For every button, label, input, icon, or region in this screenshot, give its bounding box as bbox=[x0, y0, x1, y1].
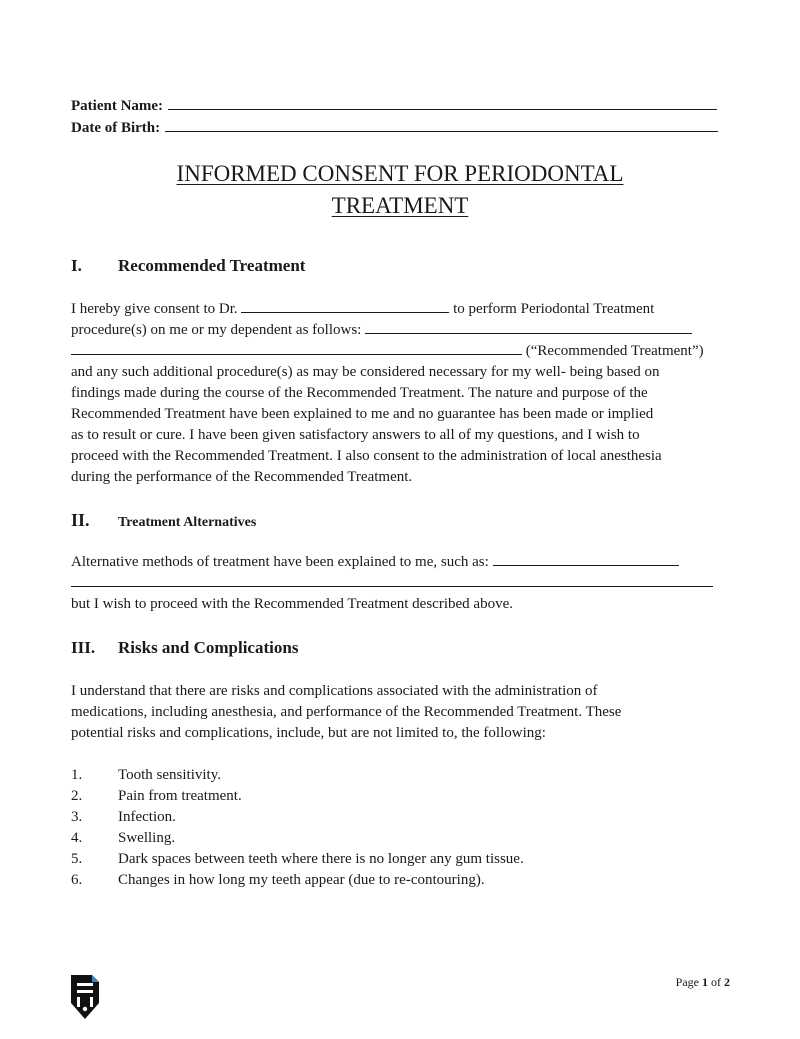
title-line-1: INFORMED CONSENT FOR PERIODONTAL bbox=[176, 161, 624, 186]
date-of-birth-line[interactable] bbox=[165, 117, 718, 132]
section-2-paragraph: Alternative methods of treatment have been explained to me, such as: but I wish to proceed with the Recommended Treatment described above. bbox=[71, 552, 731, 615]
section-2-heading bbox=[71, 510, 256, 531]
title-line-2: TREATMENT bbox=[331, 193, 469, 218]
patient-name-label: Patient Name: bbox=[71, 98, 164, 114]
procedure-blank-2[interactable] bbox=[71, 341, 522, 355]
alternatives-blank-2[interactable] bbox=[71, 573, 713, 587]
section-2-title: Treatment Alternatives bbox=[118, 515, 257, 530]
list-item: 5. Dark spaces between teeth where there is no longer any gum tissue. bbox=[71, 851, 524, 867]
list-item: 1. Tooth sensitivity. bbox=[71, 767, 221, 783]
section-1-number: I. bbox=[71, 256, 82, 275]
section-2-number: II. bbox=[71, 510, 90, 530]
risks-list bbox=[71, 765, 524, 891]
patient-name-field bbox=[71, 95, 717, 115]
list-item: 4. Swelling. bbox=[71, 830, 176, 846]
alternatives-blank-1[interactable] bbox=[493, 552, 679, 566]
section-1-paragraph: I hereby give consent to Dr. to perform Periodontal Treatment procedure(s) on me or my dependent as follows: (“Recommended Treatment”) and any such additional procedure(s) as may be considered necessary for my well- being based on findings made during the course of the Recommended Treatment. The nature and purpose of the Recommended Treatment have been explained to me and no guarantee has been made or implied as to result or cure. I have been given satisfactory answers to all of my questions, and I wish to proceed with the Recommended Treatment. I also consent to the administration of local anesthesia during the performance of the Recommended Treatment. bbox=[71, 301, 704, 485]
list-item: 6. Changes in how long my teeth appear (due to re-contouring). bbox=[71, 872, 485, 888]
section-3-heading bbox=[71, 638, 298, 658]
list-item: 2. Pain from treatment. bbox=[71, 788, 242, 804]
section-1-title: Recommended Treatment bbox=[118, 256, 306, 275]
section-3-title: Risks and Complications bbox=[118, 638, 299, 657]
document-logo-icon bbox=[68, 973, 102, 1021]
date-of-birth-label: Date of Birth: bbox=[71, 120, 161, 136]
section-1-heading bbox=[71, 256, 305, 276]
page-number: Page 1 of 2 bbox=[675, 975, 730, 989]
doctor-name-blank[interactable] bbox=[241, 299, 449, 313]
procedure-blank-1[interactable] bbox=[365, 320, 692, 334]
document-title bbox=[0, 158, 800, 222]
list-item: 3. Infection. bbox=[71, 809, 176, 825]
patient-name-line[interactable] bbox=[168, 95, 717, 110]
date-of-birth-field bbox=[71, 117, 718, 137]
section-3-number: III. bbox=[71, 638, 96, 657]
section-3-paragraph: I understand that there are risks and complications associated with the administration of medications, including anesthesia, and performance of the Recommended Treatment. These potential risks and complications, include, but are not limited to, the following: bbox=[71, 683, 622, 741]
